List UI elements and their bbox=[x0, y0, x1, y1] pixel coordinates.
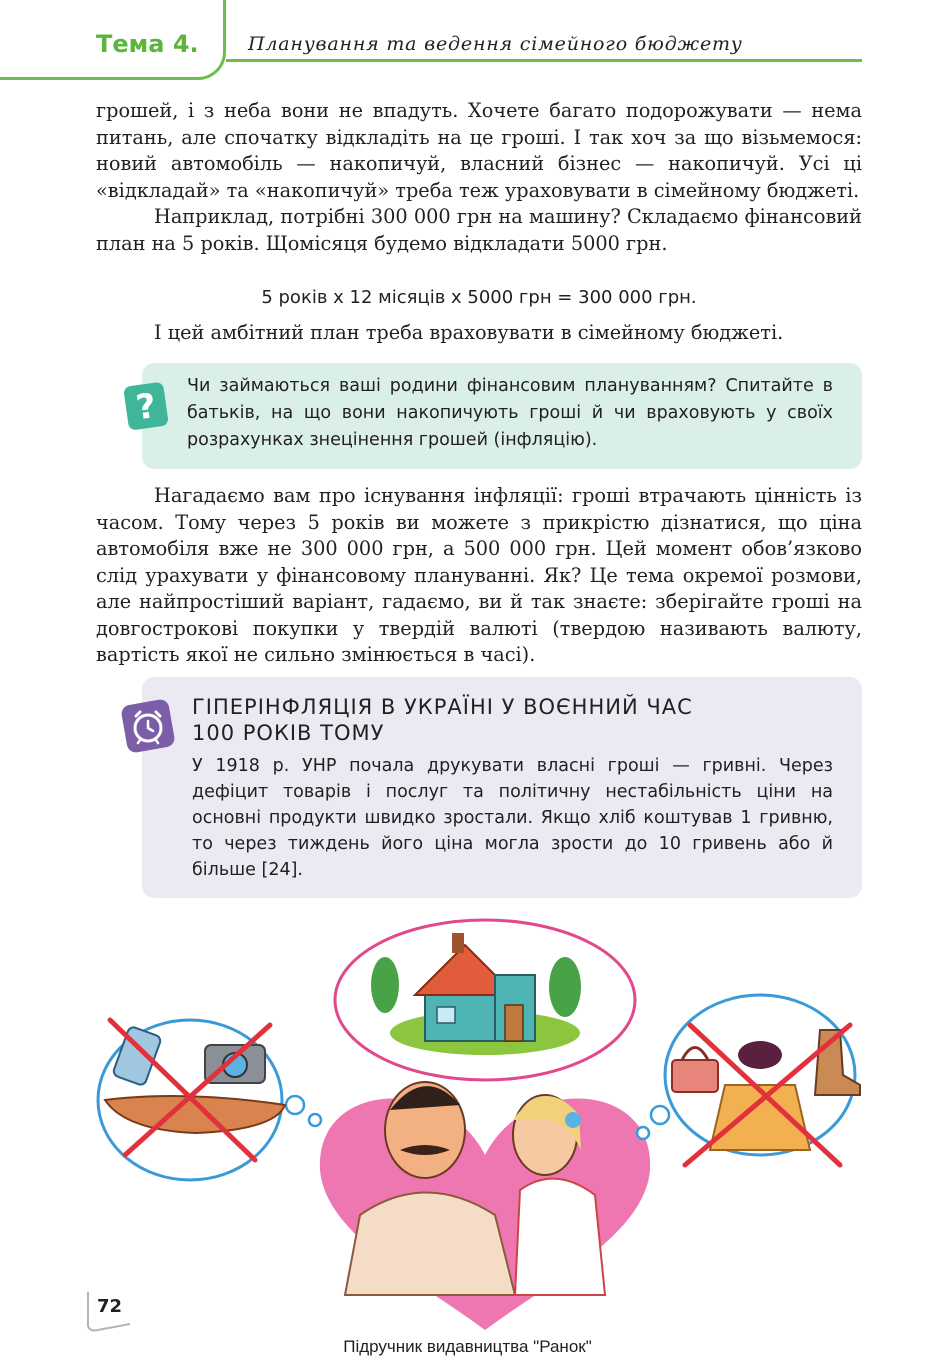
handbag-icon bbox=[672, 1060, 718, 1092]
top-thought-bubble bbox=[335, 920, 635, 1119]
paragraph-2: Наприклад, потрібні 300 000 грн на машину? Складаємо фінансовий план на 5 років. Щомісяця будемо відкладати 5000 грн. bbox=[96, 205, 862, 255]
info-box-text: У 1918 р. УНР почала друкувати власні гроші — гривні. Через дефіцит товарів і послуг та політичну нестабільність ціни на основні продукти швидко зростали. Якщо хліб коштував 1 гривню, то через тиждень його ціна могла зрости до 10 гривень або й більше [24]. bbox=[192, 756, 833, 880]
body-text-top bbox=[96, 98, 862, 257]
question-text: Чи займаються ваші родини фінансовим плануванням? Спитайте в батьків, на що вони накопичують гроші й чи враховують у своїх розрахунках знецінення грошей (інфляцію). bbox=[187, 376, 833, 450]
question-icon bbox=[122, 378, 172, 434]
paragraph-4: Нагадаємо вам про існування інфляції: гроші втрачають цінність із часом. Тому через 5 років ви можете з прикрістю дізнатися, що ціна автомобіля вже не 300 000 грн, а 500 000 грн. Цей момент обов’язково слід урахувати у фінансовому плануванні. Як? Це тема окремої розмови, але найпростіший варіант, гадаємо, ви й так знаєте: зберігайте гроші на довгострокові покупки у твердій валюті (твердою називають валюту, вартість якої не сильно змінюється в часі). bbox=[96, 484, 862, 666]
svg-text:?: ? bbox=[133, 385, 159, 429]
paragraph-1: грошей, і з неба вони не впадуть. Хочете багато подорожувати — нема питань, але спочатку відкладіть на це гроші. І так хоч за що візьмемося: новий автомобіль — накопичуй, власний бізнес — накопичуй. Усі ці «відкладай» та «накопичуй» треба теж ураховувати в сімейному бюджеті. bbox=[96, 99, 862, 202]
info-box-title-line-2: 100 РОКІВ ТОМУ bbox=[192, 721, 385, 745]
publisher-footer: Підручник видавництва "Ранок" bbox=[343, 1337, 592, 1356]
left-thought-bubble bbox=[98, 1020, 321, 1180]
alarm-clock-icon bbox=[121, 699, 175, 753]
paragraph-3: І цей амбітний план треба враховувати в сімейному бюджеті. bbox=[154, 321, 784, 344]
coat-icon bbox=[710, 1085, 810, 1150]
body-text-inflation bbox=[96, 483, 862, 669]
right-thought-bubble bbox=[637, 995, 860, 1165]
page-number: 72 bbox=[97, 1296, 123, 1317]
heart-couple bbox=[320, 1082, 650, 1330]
topic-title: Планування та ведення сімейного бюджету bbox=[248, 33, 743, 55]
header-rule bbox=[226, 59, 862, 62]
topic-label: Тема 4. bbox=[96, 30, 199, 58]
info-box-title bbox=[192, 694, 792, 746]
page-header bbox=[0, 0, 935, 90]
formula: 5 років х 12 місяців х 5000 грн = 300 000 грн. bbox=[261, 287, 697, 308]
illustration-thought-bubbles bbox=[95, 915, 865, 1335]
body-text-conclusion bbox=[96, 320, 862, 347]
info-box-title-line-1: ГІПЕРІНФЛЯЦІЯ В УКРАЇНІ У ВОЄННИЙ ЧАС bbox=[192, 695, 693, 719]
